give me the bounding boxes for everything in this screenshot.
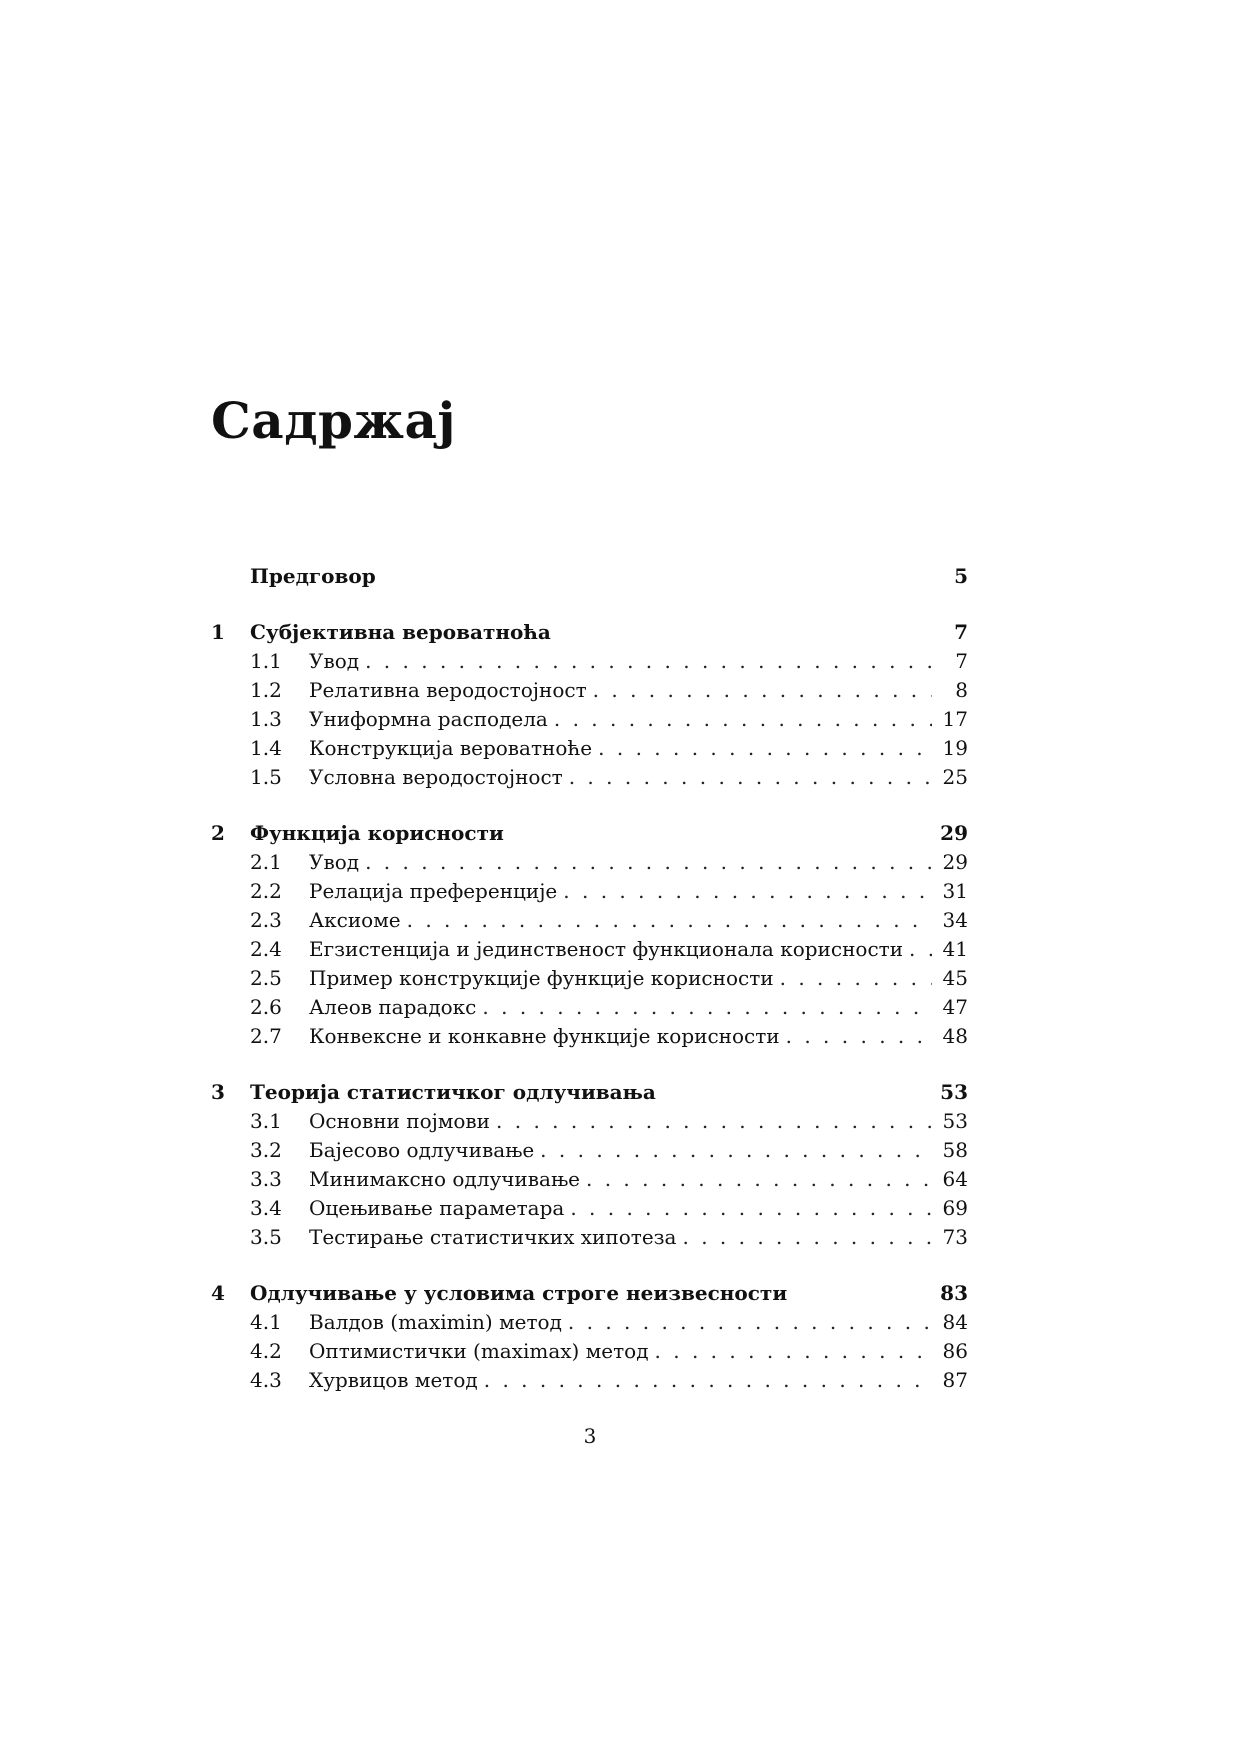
- chapter-number: 2: [211, 821, 225, 845]
- toc-page-number: 53: [942, 1109, 968, 1133]
- dot-leader: [568, 1308, 932, 1337]
- toc-page-number: 19: [942, 736, 968, 760]
- toc-section-row: [211, 906, 968, 935]
- toc-page-number: 48: [942, 1024, 968, 1048]
- toc-page-number: 64: [942, 1167, 968, 1191]
- dot-leader: [786, 1022, 932, 1051]
- toc-page-number: 7: [954, 620, 968, 644]
- toc-page-number: 83: [940, 1281, 968, 1305]
- section-number: 3.5: [250, 1225, 282, 1249]
- section-number: 3.3: [250, 1167, 282, 1191]
- toc-section-row: [211, 1194, 968, 1223]
- toc-section-row: [211, 1022, 968, 1051]
- section-number: 1.4: [250, 736, 282, 760]
- chapter-number: 4: [211, 1281, 225, 1305]
- toc-page-number: 86: [942, 1339, 968, 1363]
- chapter-title: Предговор: [250, 564, 376, 588]
- section-number: 3.4: [250, 1196, 282, 1220]
- section-number: 4.2: [250, 1339, 282, 1363]
- section-title: Увод: [309, 850, 360, 874]
- toc-section-row: [211, 647, 968, 676]
- toc-page-number: 7: [955, 649, 968, 673]
- chapter-number: 1: [211, 620, 225, 644]
- section-number: 3.2: [250, 1138, 282, 1162]
- toc-section-row: [211, 734, 968, 763]
- toc-page-number: 29: [940, 821, 968, 845]
- toc-section-row: [211, 1165, 968, 1194]
- dot-leader: [365, 647, 932, 676]
- dot-leader: [655, 1337, 932, 1366]
- table-of-contents: [211, 562, 968, 1395]
- section-number: 2.2: [250, 879, 282, 903]
- page-title: Садржај: [211, 391, 456, 450]
- section-title: Бајесово одлучивање: [309, 1138, 535, 1162]
- toc-section-row: [211, 877, 968, 906]
- section-title: Минимаксно одлучивање: [309, 1167, 580, 1191]
- dot-leader: [570, 1194, 932, 1223]
- toc-page-number: 8: [955, 678, 968, 702]
- toc-chapter-row: [211, 1078, 968, 1107]
- toc-page-number: 31: [942, 879, 968, 903]
- toc-page-number: 53: [940, 1080, 968, 1104]
- toc-section-row: [211, 705, 968, 734]
- toc-section-row: [211, 763, 968, 792]
- section-title: Тестирање статистичких хипотеза: [309, 1225, 677, 1249]
- section-title: Релативна веродостојност: [309, 678, 587, 702]
- dot-leader: [569, 763, 932, 792]
- section-title: Основни појмови: [309, 1109, 491, 1133]
- toc-page-number: 25: [942, 765, 968, 789]
- section-number: 2.5: [250, 966, 282, 990]
- dot-leader: [598, 734, 932, 763]
- dot-leader: [365, 848, 932, 877]
- section-number: 2.3: [250, 908, 282, 932]
- chapter-title: Функција корисности: [250, 821, 504, 845]
- section-title: Оптимистички (maximax) метод: [309, 1339, 649, 1363]
- toc-section-row: [211, 1136, 968, 1165]
- toc-page-number: 73: [942, 1225, 968, 1249]
- dot-leader: [682, 1223, 932, 1252]
- toc-section-row: [211, 964, 968, 993]
- toc-page-number: 47: [942, 995, 968, 1019]
- toc-section-row: [211, 1223, 968, 1252]
- section-number: 1.5: [250, 765, 282, 789]
- section-title: Оцењивање параметара: [309, 1196, 565, 1220]
- toc-section-row: [211, 848, 968, 877]
- toc-page-number: 5: [954, 564, 968, 588]
- section-title: Релација преференције: [309, 879, 558, 903]
- section-title: Конвексне и конкавне функције корисности: [309, 1024, 780, 1048]
- dot-leader: [586, 1165, 932, 1194]
- section-number: 2.4: [250, 937, 282, 961]
- dot-leader: [540, 1136, 932, 1165]
- dot-leader: [593, 676, 932, 705]
- chapter-title: Субјективна вероватноћа: [250, 620, 551, 644]
- chapter-title: Теорија статистичког одлучивања: [250, 1080, 656, 1104]
- toc-page-number: 29: [942, 850, 968, 874]
- section-title: Аксиоме: [309, 908, 401, 932]
- toc-chapter-row: [211, 562, 968, 591]
- toc-section-row: [211, 1107, 968, 1136]
- toc-page-number: 87: [942, 1368, 968, 1392]
- toc-page-number: 17: [942, 707, 968, 731]
- toc-chapter-row: [211, 819, 968, 848]
- dot-leader: [484, 1366, 932, 1395]
- chapter-title: Одлучивање у условима строге неизвесности: [250, 1281, 788, 1305]
- section-title: Хурвицов метод: [309, 1368, 478, 1392]
- toc-section-row: [211, 676, 968, 705]
- section-number: 1.1: [250, 649, 282, 673]
- toc-page-number: 45: [942, 966, 968, 990]
- page-number: 3: [583, 1424, 597, 1448]
- toc-section-row: [211, 935, 968, 964]
- dot-leader: [554, 705, 932, 734]
- section-number: 1.2: [250, 678, 282, 702]
- section-number: 3.1: [250, 1109, 282, 1133]
- toc-chapter-row: [211, 1279, 968, 1308]
- dot-leader: [407, 906, 932, 935]
- dot-leader: [482, 993, 932, 1022]
- toc-section-row: [211, 1366, 968, 1395]
- toc-page-number: 84: [942, 1310, 968, 1334]
- section-title: Пример конструкције функције корисности: [309, 966, 774, 990]
- chapter-number: 3: [211, 1080, 225, 1104]
- toc-page-number: 58: [942, 1138, 968, 1162]
- section-number: 4.1: [250, 1310, 282, 1334]
- section-title: Алеов парадокс: [309, 995, 477, 1019]
- toc-section-row: [211, 1308, 968, 1337]
- dot-leader: [563, 877, 932, 906]
- section-title: Униформна расподела: [309, 707, 548, 731]
- section-number: 2.7: [250, 1024, 282, 1048]
- section-number: 2.6: [250, 995, 282, 1019]
- toc-section-row: [211, 1337, 968, 1366]
- toc-page-number: 41: [942, 937, 968, 961]
- toc-section-row: [211, 993, 968, 1022]
- section-number: 4.3: [250, 1368, 282, 1392]
- section-title: Конструкција вероватноће: [309, 736, 593, 760]
- section-title: Условна веродостојност: [309, 765, 563, 789]
- toc-page-number: 34: [942, 908, 968, 932]
- section-title: Увод: [309, 649, 360, 673]
- section-number: 2.1: [250, 850, 282, 874]
- toc-page-number: 69: [942, 1196, 968, 1220]
- section-title: Валдов (maximin) метод: [309, 1310, 562, 1334]
- section-number: 1.3: [250, 707, 282, 731]
- section-title: Егзистенција и јединственост функционала корисности: [309, 937, 904, 961]
- dot-leader: [780, 964, 932, 993]
- dot-leader: [496, 1107, 932, 1136]
- dot-leader: [909, 935, 932, 964]
- toc-chapter-row: [211, 618, 968, 647]
